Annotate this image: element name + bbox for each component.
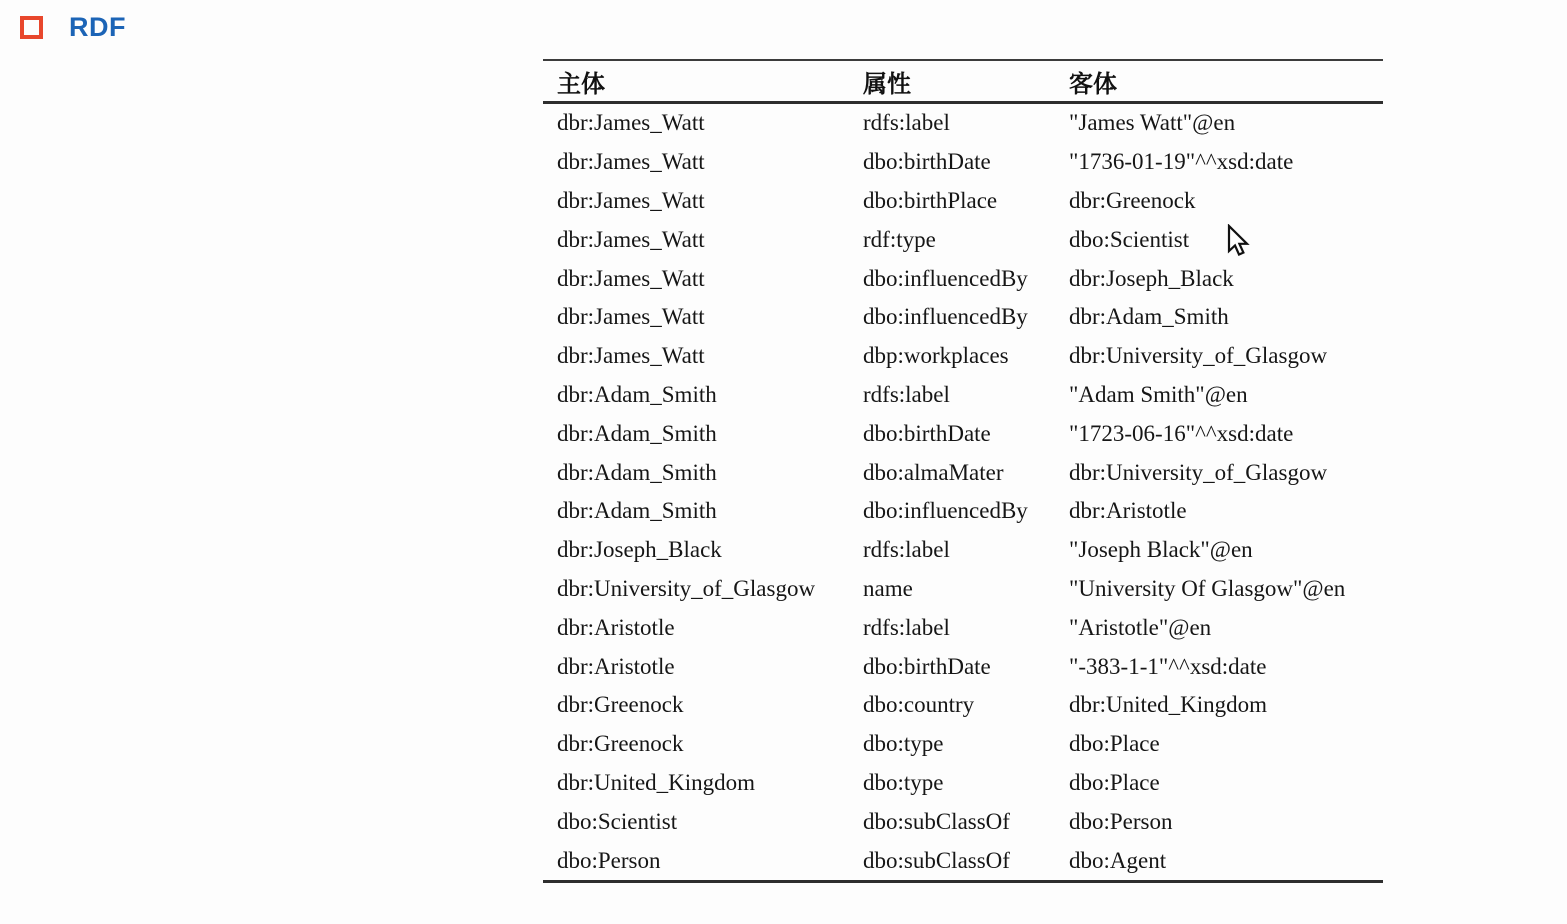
property-cell: dbo:birthDate <box>863 149 991 175</box>
object-cell: dbr:United_Kingdom <box>1069 692 1268 718</box>
table-row <box>543 337 1383 376</box>
property-cell: rdfs:label <box>863 381 950 407</box>
table-row <box>543 764 1383 803</box>
subject-cell: dbr:James_Watt <box>557 110 705 136</box>
object-cell: "Aristotle"@en <box>1069 614 1212 640</box>
subject-cell: dbr:James_Watt <box>557 149 705 175</box>
property-cell: dbp:workplaces <box>863 343 1009 369</box>
property-cell: dbo:influencedBy <box>863 304 1028 330</box>
subject-cell: dbr:Greenock <box>557 731 684 757</box>
property-cell: dbo:influencedBy <box>863 265 1028 291</box>
property-cell: dbo:type <box>863 731 944 757</box>
table-row <box>543 608 1383 647</box>
table-row <box>543 647 1383 686</box>
subject-cell: dbr:United_Kingdom <box>557 769 756 795</box>
object-cell: "Adam Smith"@en <box>1069 381 1248 407</box>
object-cell: dbr:Aristotle <box>1069 498 1187 524</box>
rdf-triples-table <box>543 59 1383 883</box>
subject-cell: dbo:Person <box>557 847 661 873</box>
table-row <box>543 531 1383 570</box>
table-row <box>543 143 1383 182</box>
property-cell: rdfs:label <box>863 614 950 640</box>
subject-cell: dbr:Aristotle <box>557 653 675 679</box>
object-cell: "1723-06-16"^^xsd:date <box>1069 420 1294 446</box>
object-cell: dbr:University_of_Glasgow <box>1069 343 1328 369</box>
object-cell: dbr:Adam_Smith <box>1069 304 1229 330</box>
property-cell: dbo:subClassOf <box>863 847 1010 873</box>
column-header-object: 客体 <box>1055 60 1383 103</box>
subject-cell: dbr:James_Watt <box>557 226 705 252</box>
table-header-row <box>543 60 1383 103</box>
object-cell: dbo:Place <box>1069 769 1160 795</box>
subject-cell: dbr:James_Watt <box>557 265 705 291</box>
object-cell: "1736-01-19"^^xsd:date <box>1069 149 1294 175</box>
property-cell: dbo:influencedBy <box>863 498 1028 524</box>
property-cell: rdfs:label <box>863 537 950 563</box>
property-cell: rdfs:label <box>863 110 950 136</box>
property-cell: dbo:country <box>863 692 975 718</box>
subject-cell: dbr:Adam_Smith <box>557 420 717 446</box>
table-row <box>543 841 1383 881</box>
page-title: RDF <box>69 12 126 42</box>
property-cell: dbo:type <box>863 769 944 795</box>
property-cell: dbo:subClassOf <box>863 808 1010 834</box>
subject-cell: dbr:Aristotle <box>557 614 675 640</box>
column-header-subject: 主体 <box>543 60 849 103</box>
subject-cell: dbr:Joseph_Black <box>557 537 722 563</box>
table-row <box>543 492 1383 531</box>
table-body <box>543 103 1383 882</box>
object-cell: dbo:Scientist <box>1069 226 1190 252</box>
object-cell: dbr:Joseph_Black <box>1069 265 1234 291</box>
table-row <box>543 802 1383 841</box>
object-cell: "University Of Glasgow"@en <box>1069 575 1346 601</box>
column-header-property: 属性 <box>849 60 1055 103</box>
table-row <box>543 259 1383 298</box>
object-cell: "Joseph Black"@en <box>1069 537 1253 563</box>
page-heading <box>20 14 126 41</box>
table-row <box>543 182 1383 221</box>
object-cell: dbo:Place <box>1069 731 1160 757</box>
table-row <box>543 298 1383 337</box>
table-row <box>543 725 1383 764</box>
subject-cell: dbr:James_Watt <box>557 343 705 369</box>
object-cell: dbo:Agent <box>1069 847 1167 873</box>
subject-cell: dbr:Greenock <box>557 692 684 718</box>
property-cell: dbo:birthPlace <box>863 187 998 213</box>
object-cell: dbo:Person <box>1069 808 1173 834</box>
subject-cell: dbr:James_Watt <box>557 304 705 330</box>
object-cell: "-383-1-1"^^xsd:date <box>1069 653 1267 679</box>
object-cell: dbr:University_of_Glasgow <box>1069 459 1328 485</box>
table-row <box>543 103 1383 143</box>
square-bullet-icon <box>20 16 43 39</box>
table-row <box>543 376 1383 415</box>
property-cell: rdf:type <box>863 226 936 252</box>
rdf-triples-table-container <box>543 59 1383 883</box>
table-row <box>543 220 1383 259</box>
table-row <box>543 570 1383 609</box>
property-cell: name <box>863 575 913 601</box>
subject-cell: dbr:Adam_Smith <box>557 381 717 407</box>
table-row <box>543 414 1383 453</box>
property-cell: dbo:birthDate <box>863 653 991 679</box>
subject-cell: dbo:Scientist <box>557 808 678 834</box>
subject-cell: dbr:James_Watt <box>557 187 705 213</box>
property-cell: dbo:almaMater <box>863 459 1004 485</box>
object-cell: dbr:Greenock <box>1069 187 1196 213</box>
object-cell: "James Watt"@en <box>1069 110 1236 136</box>
table-row <box>543 686 1383 725</box>
subject-cell: dbr:Adam_Smith <box>557 498 717 524</box>
subject-cell: dbr:Adam_Smith <box>557 459 717 485</box>
table-row <box>543 453 1383 492</box>
table-header <box>543 60 1383 103</box>
subject-cell: dbr:University_of_Glasgow <box>557 575 816 601</box>
property-cell: dbo:birthDate <box>863 420 991 446</box>
